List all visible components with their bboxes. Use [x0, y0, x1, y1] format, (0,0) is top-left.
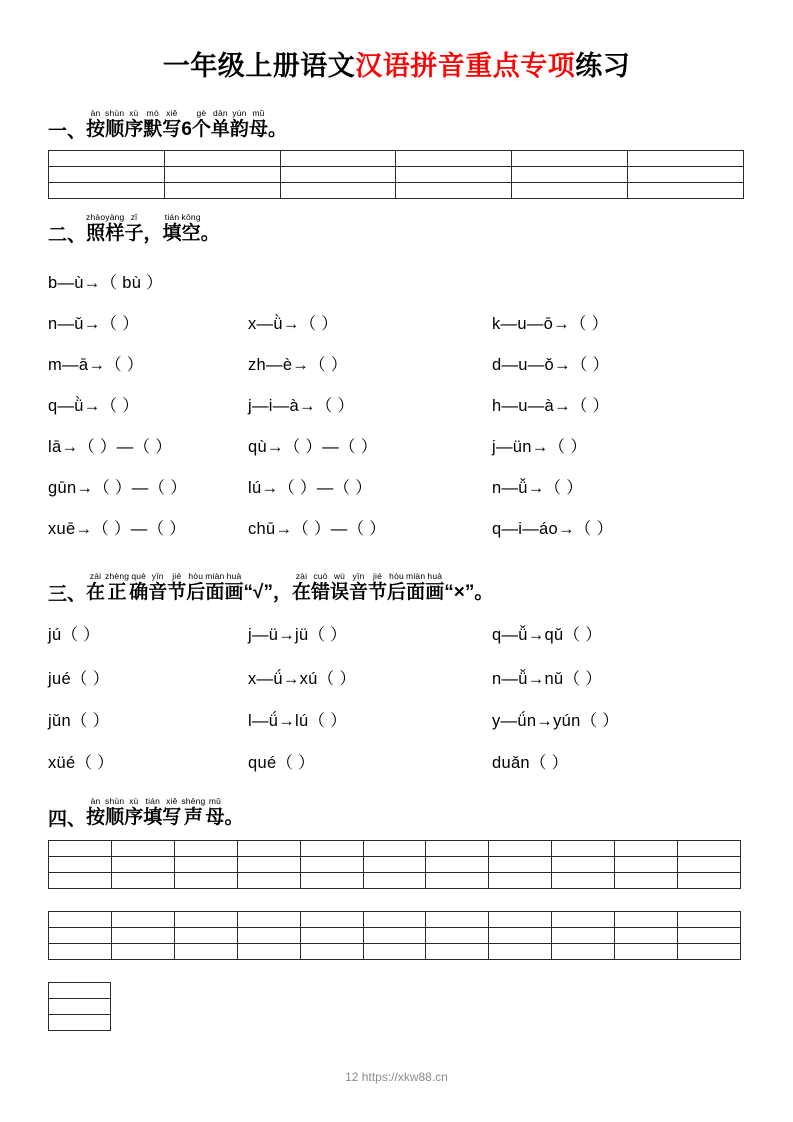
heading-char: 6	[181, 119, 192, 140]
title-part-2-accent: 汉语拼音重点专项	[355, 51, 576, 81]
pinyin-annotation: shēng	[181, 796, 206, 806]
section-number: 三、	[48, 583, 87, 605]
heading-char: 在	[291, 582, 311, 603]
ruby-char	[124, 797, 143, 829]
table-row	[49, 841, 741, 857]
pinyin-annotation: àn	[90, 796, 101, 806]
heading-char: 填	[162, 223, 182, 244]
table-cell[interactable]	[49, 928, 112, 944]
section-number: 二、	[48, 224, 87, 246]
heading-char: 在	[86, 582, 106, 603]
table-row	[49, 857, 741, 873]
ruby-char	[124, 109, 143, 141]
heading-char: 按	[86, 807, 106, 828]
s2-row-5-col-2[interactable]: qù→（ ）—（ ）	[248, 438, 378, 456]
initials-table-lower[interactable]	[48, 911, 741, 960]
ruby-char	[129, 572, 148, 604]
table-cell[interactable]	[615, 944, 678, 960]
heading-char: 音	[349, 582, 369, 603]
heading-char: 个	[191, 119, 211, 140]
table-cell[interactable]	[628, 183, 744, 199]
table-cell[interactable]	[300, 873, 363, 889]
table-cell[interactable]	[174, 857, 237, 873]
table-cell[interactable]	[49, 944, 112, 960]
ruby-char	[105, 109, 124, 141]
s3-row-3-col-3[interactable]: y—ǘn→yún（ ）	[492, 712, 620, 730]
pinyin-annotation: gè	[196, 108, 207, 118]
table-cell[interactable]	[678, 944, 741, 960]
section-number: 一、	[48, 120, 87, 142]
table-row	[49, 999, 111, 1015]
table-cell[interactable]	[49, 999, 111, 1015]
s2-row-6-col-1[interactable]: gūn→（ ）—（ ）	[48, 479, 187, 497]
table-cell[interactable]	[489, 857, 552, 873]
s2-row-3-col-1[interactable]: m—ā→（ ）	[48, 356, 144, 374]
table-cell[interactable]	[489, 912, 552, 928]
ruby-char	[148, 572, 167, 604]
table-cell[interactable]	[237, 928, 300, 944]
heading-char: ，	[143, 223, 163, 244]
ruby-char	[105, 572, 129, 604]
s2-row-6-col-2[interactable]: lú→（ ）—（ ）	[248, 479, 373, 497]
heading-char: 顺	[105, 807, 125, 828]
heading-char: 按	[86, 119, 106, 140]
pinyin-annotation: yīn	[151, 571, 164, 581]
s2-row-4-col-1[interactable]: q—ǜ→（ ）	[48, 397, 140, 415]
initials-table-upper[interactable]	[48, 840, 741, 889]
table-cell[interactable]	[489, 841, 552, 857]
footer-watermark: 12 https://xkw88.cn	[345, 1070, 448, 1084]
table-cell[interactable]	[628, 151, 744, 167]
ruby-char	[192, 109, 211, 141]
s2-row-7-col-1[interactable]: xuē→（ ）—（ ）	[48, 520, 187, 538]
heading-char: 序	[124, 119, 144, 140]
s3-row-4-col-3[interactable]: duǎn（ ）	[492, 754, 569, 772]
heading-char: 画	[224, 582, 244, 603]
ruby-char	[230, 109, 249, 141]
pinyin-annotation: hòu	[389, 571, 404, 581]
heading-char: 。	[267, 119, 287, 140]
table-cell[interactable]	[164, 183, 280, 199]
pinyin-annotation: yīn	[352, 571, 365, 581]
ruby-char	[162, 109, 181, 141]
table-cell[interactable]	[174, 928, 237, 944]
pinyin-annotation: xù	[129, 796, 139, 806]
table-cell[interactable]	[237, 841, 300, 857]
section-number: 四、	[48, 808, 87, 830]
heading-char: 序	[124, 807, 144, 828]
ruby-char	[167, 572, 186, 604]
ruby-char	[186, 572, 205, 604]
ruby-char	[211, 109, 230, 141]
s2-row-3-col-3[interactable]: d—u—ǒ→（ ）	[492, 356, 610, 374]
ruby-char	[181, 797, 205, 829]
pinyin-annotation: shùn	[105, 796, 125, 806]
table-cell[interactable]	[280, 151, 396, 167]
table-cell[interactable]	[111, 944, 174, 960]
section-4-heading	[48, 797, 244, 829]
ruby-char	[425, 572, 444, 604]
pinyin-annotation: mò	[146, 108, 159, 118]
heading-char: 韵	[229, 119, 249, 140]
table-cell[interactable]	[49, 912, 112, 928]
pinyin-annotation: tián	[145, 796, 161, 806]
table-cell[interactable]	[49, 857, 112, 873]
table-cell[interactable]	[300, 928, 363, 944]
pinyin-annotation: huà	[427, 571, 443, 581]
table-cell[interactable]	[489, 928, 552, 944]
table-row	[49, 183, 744, 199]
s2-row-2-col-1[interactable]: n—ǔ→（ ）	[48, 315, 140, 333]
heading-char: 单	[210, 119, 230, 140]
table-cell[interactable]	[174, 944, 237, 960]
heading-char: 写	[162, 119, 182, 140]
table-row	[49, 928, 741, 944]
pinyin-annotation: zài	[89, 571, 102, 581]
table-cell[interactable]	[396, 183, 512, 199]
s3-row-1-col-1[interactable]: jú（ ）	[48, 626, 100, 644]
ruby-char	[225, 572, 244, 604]
table-cell[interactable]	[49, 151, 165, 167]
table-cell[interactable]	[363, 928, 426, 944]
heading-char: 子	[124, 223, 144, 244]
pinyin-annotation: zǐ	[130, 212, 138, 222]
table-row	[49, 873, 741, 889]
section-1-heading	[48, 109, 287, 141]
table-cell[interactable]	[552, 841, 615, 857]
s3-row-4-col-1[interactable]: xüé（ ）	[48, 754, 114, 772]
table-cell[interactable]	[396, 151, 512, 167]
heading-char: 。	[224, 807, 244, 828]
pinyin-annotation: kōng	[181, 212, 201, 222]
table-cell[interactable]	[678, 873, 741, 889]
pinyin-annotation: hòu	[188, 571, 204, 581]
pinyin-annotation: wù	[333, 571, 346, 581]
table-cell[interactable]	[363, 841, 426, 857]
ruby-char	[162, 797, 181, 829]
pinyin-annotation: jié	[372, 571, 383, 581]
heading-char: 空	[181, 223, 201, 244]
s3-row-3-col-2[interactable]: l—ǘ→lú（ ）	[248, 712, 347, 730]
ruby-char	[182, 213, 201, 245]
page-title	[0, 44, 793, 83]
s3-row-4-col-2[interactable]: qué（ ）	[248, 754, 315, 772]
table-row	[49, 983, 111, 999]
pinyin-annotation: dān	[213, 108, 228, 118]
table-cell[interactable]	[615, 873, 678, 889]
heading-char: 声	[183, 807, 203, 828]
table-cell[interactable]	[174, 841, 237, 857]
pinyin-annotation: miàn	[406, 571, 426, 581]
table-cell[interactable]	[363, 944, 426, 960]
pinyin-annotation: shùn	[105, 108, 125, 118]
pinyin-annotation: xiě	[166, 796, 178, 806]
table-cell[interactable]	[237, 857, 300, 873]
ruby-char	[205, 572, 224, 604]
pinyin-annotation: yàng	[105, 212, 125, 222]
ruby-char	[292, 572, 311, 604]
table-cell[interactable]	[49, 983, 111, 999]
table-cell[interactable]	[363, 857, 426, 873]
table-cell[interactable]	[164, 167, 280, 183]
table-cell[interactable]	[615, 912, 678, 928]
ruby-char	[349, 572, 368, 604]
ruby-char	[143, 109, 162, 141]
ruby-char	[86, 797, 105, 829]
heading-char: “√”，	[243, 582, 292, 603]
ruby-char	[406, 572, 425, 604]
table-cell[interactable]	[174, 912, 237, 928]
heading-char: 默	[143, 119, 163, 140]
heading-char: 节	[368, 582, 388, 603]
table-row	[49, 1015, 111, 1031]
table-cell[interactable]	[363, 873, 426, 889]
title-part-1: 一年级上册语文	[162, 51, 356, 81]
table-cell[interactable]	[489, 873, 552, 889]
table-row	[49, 912, 741, 928]
heading-char: 填	[143, 807, 163, 828]
table-cell[interactable]	[615, 841, 678, 857]
table-row	[49, 151, 744, 167]
table-cell[interactable]	[678, 912, 741, 928]
s2-row-7-col-2[interactable]: chū→（ ）—（ ）	[248, 520, 387, 538]
table-cell[interactable]	[111, 857, 174, 873]
s2-row-7-col-3[interactable]: q—i—áo→（ ）	[492, 520, 614, 538]
table-cell[interactable]	[111, 928, 174, 944]
table-cell[interactable]	[49, 183, 165, 199]
pinyin-annotation: mǔ	[252, 108, 265, 118]
table-cell[interactable]	[174, 873, 237, 889]
pinyin-annotation: què	[131, 571, 147, 581]
table-cell[interactable]	[363, 912, 426, 928]
initials-table-extra[interactable]	[48, 982, 111, 1031]
table-cell[interactable]	[615, 857, 678, 873]
heading-char: 写	[162, 807, 182, 828]
table-cell[interactable]	[552, 928, 615, 944]
heading-char: “×”。	[444, 582, 494, 603]
heading-char: 错	[310, 582, 330, 603]
s3-row-2-col-1[interactable]: jué（ ）	[48, 670, 110, 688]
heading-char: 顺	[105, 119, 125, 140]
heading-char: 。	[200, 223, 220, 244]
s2-row-2-col-3[interactable]: k—u—ō→（ ）	[492, 315, 609, 333]
table-cell[interactable]	[111, 841, 174, 857]
table-cell[interactable]	[426, 912, 489, 928]
ruby-char	[330, 572, 349, 604]
heading-char: 母	[205, 807, 225, 828]
s3-row-1-col-3[interactable]: q—ǚ→qǔ（ ）	[492, 626, 602, 644]
table-cell[interactable]	[280, 167, 396, 183]
ruby-char	[105, 797, 124, 829]
heading-char: 面	[406, 582, 426, 603]
s3-row-1-col-2[interactable]: j—ü→jü（ ）	[248, 626, 347, 644]
pinyin-annotation: cuò	[313, 571, 328, 581]
ruby-char	[105, 213, 124, 245]
s2-row-6-col-3[interactable]: n—ǚ→（ ）	[492, 479, 584, 497]
table-cell[interactable]	[552, 912, 615, 928]
table-cell[interactable]	[237, 873, 300, 889]
table-cell[interactable]	[300, 857, 363, 873]
table-cell[interactable]	[678, 857, 741, 873]
ruby-char	[163, 213, 182, 245]
pinyin-annotation: zài	[295, 571, 308, 581]
s2-row-1-col-1[interactable]: b—ù→（ bù ）	[48, 274, 163, 292]
heading-char: 音	[148, 582, 168, 603]
table-cell[interactable]	[678, 841, 741, 857]
ruby-char	[86, 109, 105, 141]
heading-char: 照	[86, 223, 106, 244]
heading-char: 误	[329, 582, 349, 603]
table-cell[interactable]	[396, 167, 512, 183]
s2-row-4-col-2[interactable]: j—i—à→（ ）	[248, 397, 355, 415]
s3-row-2-col-3[interactable]: n—ǚ→nǔ（ ）	[492, 670, 602, 688]
s2-row-4-col-3[interactable]: h—u—à→（ ）	[492, 397, 610, 415]
table-cell[interactable]	[512, 167, 628, 183]
pinyin-annotation: xù	[129, 108, 139, 118]
pinyin-annotation: yùn	[232, 108, 247, 118]
title-part-3: 练习	[575, 51, 631, 81]
table-cell[interactable]	[426, 841, 489, 857]
table-cell[interactable]	[426, 857, 489, 873]
heading-char: 画	[425, 582, 445, 603]
table-cell[interactable]	[49, 841, 112, 857]
section-3-heading	[48, 572, 493, 604]
section-2-heading	[48, 213, 220, 245]
table-cell[interactable]	[426, 873, 489, 889]
heading-char: 样	[105, 223, 125, 244]
s2-row-5-col-1[interactable]: lā→（ ）—（ ）	[48, 438, 173, 456]
ruby-char	[311, 572, 330, 604]
s2-row-2-col-2[interactable]: x—ǜ→（ ）	[248, 315, 339, 333]
heading-char: 后	[387, 582, 407, 603]
single-finals-table[interactable]	[48, 150, 744, 199]
table-row	[49, 944, 741, 960]
heading-char: 确	[129, 582, 149, 603]
ruby-char	[387, 572, 406, 604]
ruby-char	[124, 213, 143, 245]
table-cell[interactable]	[111, 873, 174, 889]
table-cell[interactable]	[237, 912, 300, 928]
heading-char: 节	[167, 582, 187, 603]
table-cell[interactable]	[628, 167, 744, 183]
table-cell[interactable]	[489, 944, 552, 960]
heading-char: 面	[205, 582, 225, 603]
table-cell[interactable]	[512, 151, 628, 167]
pinyin-annotation: tián	[164, 212, 180, 222]
pinyin-annotation: miàn	[205, 571, 225, 581]
pinyin-annotation: zhào	[86, 212, 106, 222]
table-cell[interactable]	[552, 944, 615, 960]
s3-row-2-col-2[interactable]: x—ǘ→xú（ ）	[248, 670, 357, 688]
s2-row-3-col-2[interactable]: zh—è→（ ）	[248, 356, 348, 374]
pinyin-annotation: xiě	[166, 108, 178, 118]
s3-row-3-col-1[interactable]: jǔn（ ）	[48, 712, 110, 730]
table-cell[interactable]	[512, 183, 628, 199]
pinyin-annotation: huà	[226, 571, 242, 581]
pinyin-annotation: mǔ	[208, 796, 222, 806]
pinyin-annotation: jié	[172, 571, 182, 581]
pinyin-annotation: àn	[90, 108, 101, 118]
table-row	[49, 167, 744, 183]
table-cell[interactable]	[237, 944, 300, 960]
table-cell[interactable]	[426, 944, 489, 960]
table-cell[interactable]	[552, 857, 615, 873]
table-cell[interactable]	[615, 928, 678, 944]
table-cell[interactable]	[678, 928, 741, 944]
heading-char: 正	[107, 582, 127, 603]
table-cell[interactable]	[300, 841, 363, 857]
table-cell[interactable]	[111, 912, 174, 928]
table-cell[interactable]	[49, 167, 165, 183]
ruby-char	[368, 572, 387, 604]
heading-char: 后	[186, 582, 206, 603]
table-cell[interactable]	[426, 928, 489, 944]
table-cell[interactable]	[300, 944, 363, 960]
ruby-char	[205, 797, 224, 829]
table-cell[interactable]	[300, 912, 363, 928]
table-cell[interactable]	[49, 873, 112, 889]
table-cell[interactable]	[49, 1015, 111, 1031]
heading-char: 母	[248, 119, 268, 140]
table-cell[interactable]	[552, 873, 615, 889]
ruby-char	[143, 797, 162, 829]
table-cell[interactable]	[164, 151, 280, 167]
ruby-char	[86, 572, 105, 604]
pinyin-annotation: zhèng	[105, 571, 130, 581]
s2-row-5-col-3[interactable]: j—ün→（ ）	[492, 438, 588, 456]
table-cell[interactable]	[280, 183, 396, 199]
ruby-char	[249, 109, 268, 141]
ruby-char	[86, 213, 105, 245]
